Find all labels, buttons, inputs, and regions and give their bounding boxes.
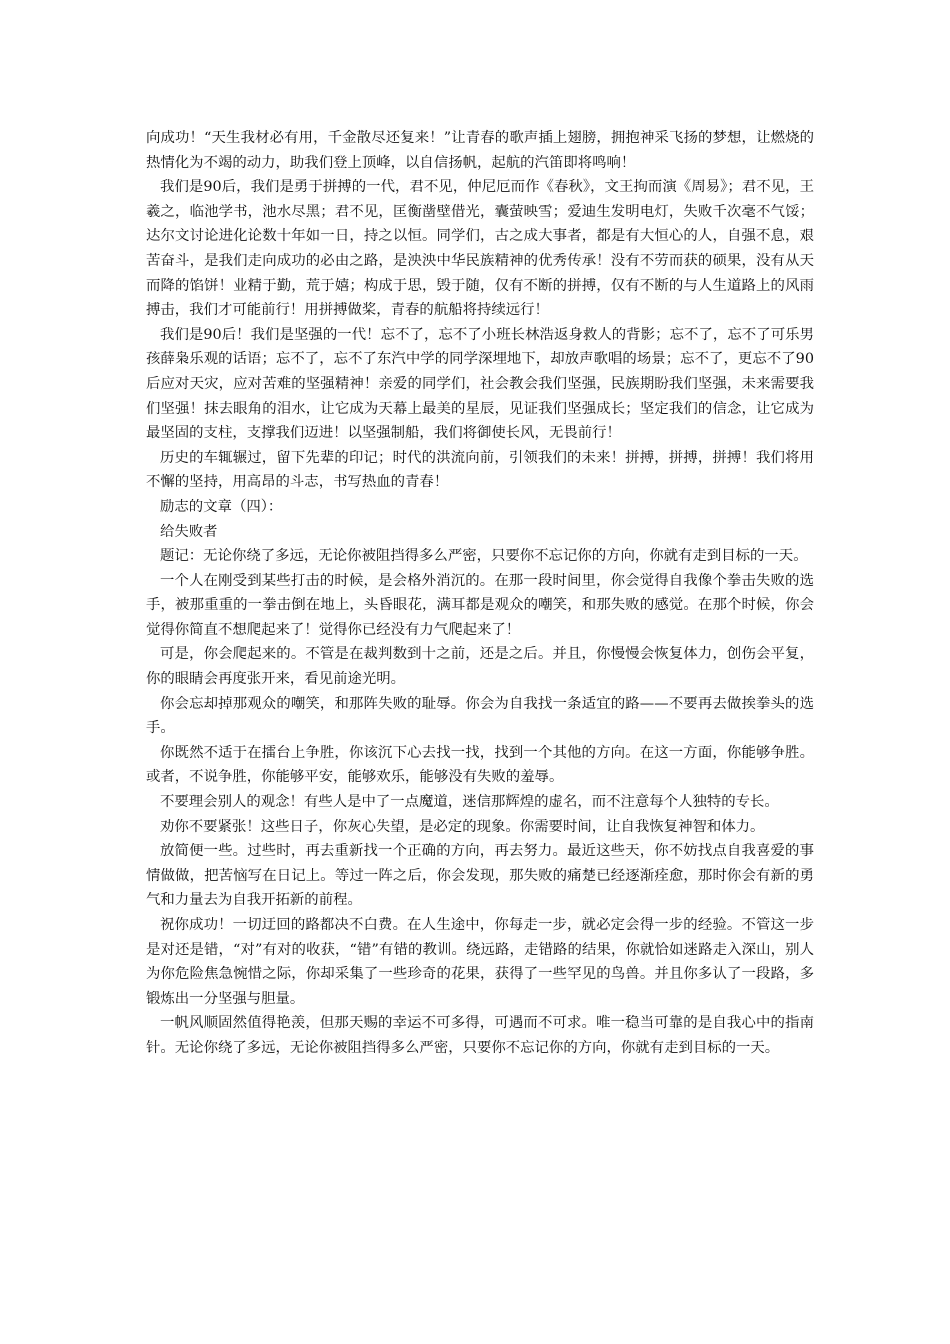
paragraph-continuation: 向成功！“天生我材必有用，千金散尽还复来！”让青春的歌声插上翅膀，拥抱神采飞扬的梦想，让燃烧的热情化为不竭的动力，助我们登上顶峰，以自信扬帆，起航的汽笛即将鸣响！ [146, 130, 814, 171]
section-heading: 励志的文章（四）： [160, 498, 283, 515]
paragraph-relax: 放简便一些。过些时，再去重新找一个正确的方向，再去努力。最近这些天，你不妨找点自我喜爱的事情做做，把苦恼写在日记上。等过一阵之后，你会发现，那失败的痛楚已经逐渐痊愈，那时你会有新的勇气和力量去为自我开拓新的前程。 [146, 843, 814, 909]
paragraph-others-views: 不要理会别人的观念！有些人是中了一点魔道，迷信那辉煌的虚名，而不注意每个人独特的专长。 [160, 794, 779, 811]
paragraph-getting-up: 可是，你会爬起来的。不管是在裁判数到十之前，还是之后。并且，你慢慢会恢复体力，创伤会平复，你的眼睛会再度张开来，看见前途光明。 [146, 646, 814, 688]
paragraph-dont-worry: 劝你不要紧张！这些日子，你灰心失望，是必定的现象。你需要时间，让自我恢复神智和体力。 [160, 818, 765, 835]
paragraph-new-direction: 你既然不适于在擂台上争胜，你该沉下心去找一找，找到一个其他的方向。在这一方面，你能够争胜。或者，不说争胜，你能够平安，能够欢乐，能够没有失败的羞辱。 [146, 744, 814, 786]
paragraph-resilience: 我们是90后！我们是坚强的一代！忘不了，忘不了小班长林浩返身救人的背影；忘不了，忘不了可乐男孩薛枭乐观的话语；忘不了，忘不了东汽中学的同学深埋地下，却放声歌唱的场景；忘不了，更忘不了90后应对天灾，应对苦难的坚强精神！亲爱的同学们，社会教会我们坚强，民族期盼我们坚强，未来需要我们坚强！抹去眼角的泪水，让它成为天幕上最美的星辰，见证我们坚强成长；坚定我们的信念，让它成为最坚固的支柱，支撑我们迈进！以坚强制船，我们将御使长风，无畏前行！ [146, 326, 814, 442]
paragraph-striving: 我们是90后，我们是勇于拼搏的一代，君不见，仲尼厄而作《春秋》，文王拘而演《周易》；君不见，王羲之，临池学书，池水尽黑；君不见，匡衡凿壁借光，囊萤映雪；爱迪生发明电灯，失败千次毫不气馁；达尔文讨论进化论数十年如一日，持之以恒。同学们，古之成大事者，都是有大恒心的人，自强不息，艰苦奋斗，是我们走向成功的必由之路，是泱泱中华民族精神的优秀传承！没有不劳而获的硕果，没有从天而降的馅饼！业精于勤，荒于嬉；构成于思，毁于随，仅有不断的拼搏，仅有不断的与人生道路上的风雨搏击，我们才可能前行！用拼搏做桨，青春的航船将持续远行！ [146, 179, 814, 319]
paragraph-good-luck: 祝你成功！一切迂回的路都决不白费。在人生途中，你每走一步，就必定会得一步的经验。不管这一步是对还是错，“对”有对的收获，“错”有错的教训。绕远路，走错路的结果，你就恰如迷路走入深山，别人为你危险焦急惋惜之际，你却采集了一些珍奇的花果，获得了一些罕见的鸟兽。并且你多认了一段路，多锻炼出一分坚强与胆量。 [146, 917, 814, 1007]
paragraph-compass: 一帆风顺固然值得艳羡，但那天赐的幸运不可多得，可遇而不可求。唯一稳当可靠的是自我心中的指南针。无论你绕了多远，无论你被阻挡得多么严密，只要你不忘记你的方向，你就有走到目标的一天。 [146, 1015, 814, 1056]
paragraph-history: 历史的车辄辗过，留下先辈的印记；时代的洪流向前，引领我们的未来！拼搏，拼搏，拼搏！我们将用不懈的坚持，用高昂的斗志，书写热血的青春！ [146, 449, 814, 491]
article-title: 给失败者 [160, 523, 218, 540]
document-page [146, 126, 814, 1061]
paragraph-setback: 一个人在刚受到某些打击的时候，是会格外消沉的。在那一段时间里，你会觉得自我像个拳击失败的选手，被那重重的一拳击倒在地上，头昏眼花，满耳都是观众的嘲笑，和那失败的感觉。在那个时候，你会觉得你简直不想爬起来了！觉得你已经没有力气爬起来了！ [146, 572, 814, 638]
paragraph-forgetting: 你会忘却掉那观众的嘲笑，和那阵失败的耻辱。你会为自我找一条适宜的路——不要再去做挨拳头的选手。 [146, 695, 814, 737]
epigraph: 题记：无论你绕了多远，无论你被阻挡得多么严密，只要你不忘记你的方向，你就有走到目标的一天。 [160, 548, 808, 565]
